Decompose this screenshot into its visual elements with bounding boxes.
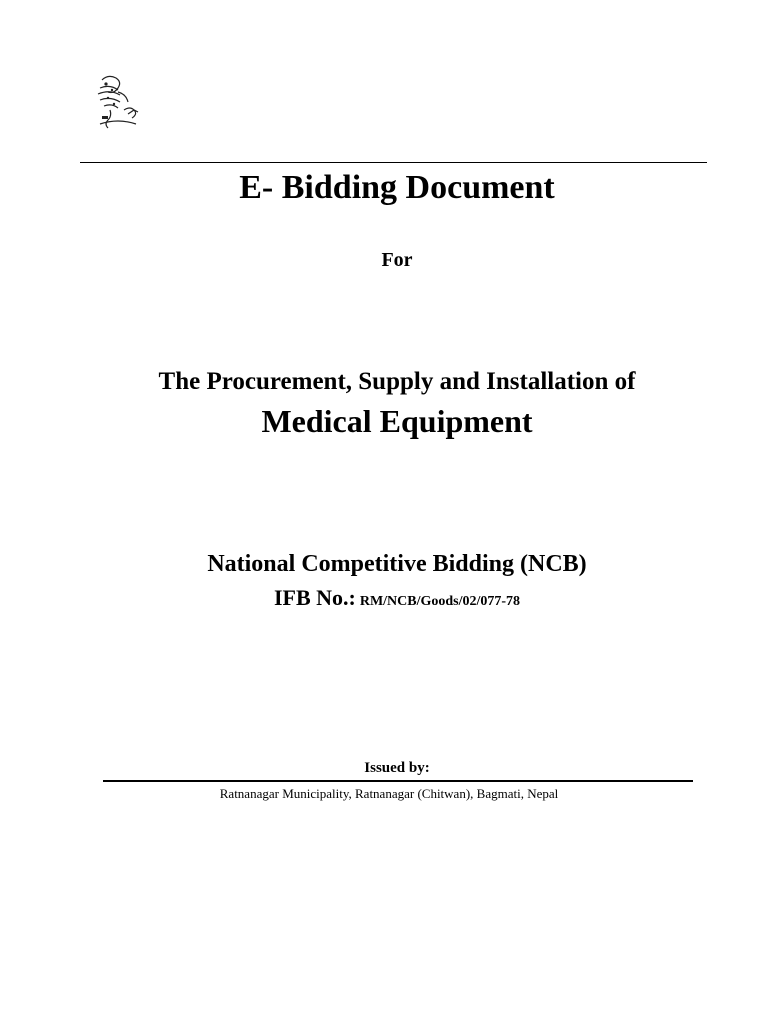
ifb-label: IFB No.: <box>273 585 356 610</box>
issuer-address: Ratnanagar Municipality, Ratnanagar (Chitwan), Bagmati, Nepal <box>219 786 559 801</box>
municipality-emblem-icon <box>88 70 152 148</box>
top-divider <box>80 162 707 163</box>
subject-line-2: Medical Equipment <box>261 403 533 439</box>
subject-line-1: The Procurement, Supply and Installation of <box>158 368 636 395</box>
issued-by-label: Issued by: <box>364 760 430 776</box>
bidding-type: National Competitive Bidding (NCB) <box>207 551 587 577</box>
bottom-divider <box>103 780 693 782</box>
for-label: For <box>381 249 413 271</box>
ifb-number: RM/NCB/Goods/02/077-78 <box>359 594 521 609</box>
ifb-number-line <box>0 583 768 617</box>
document-title: E- Bidding Document <box>239 169 555 206</box>
